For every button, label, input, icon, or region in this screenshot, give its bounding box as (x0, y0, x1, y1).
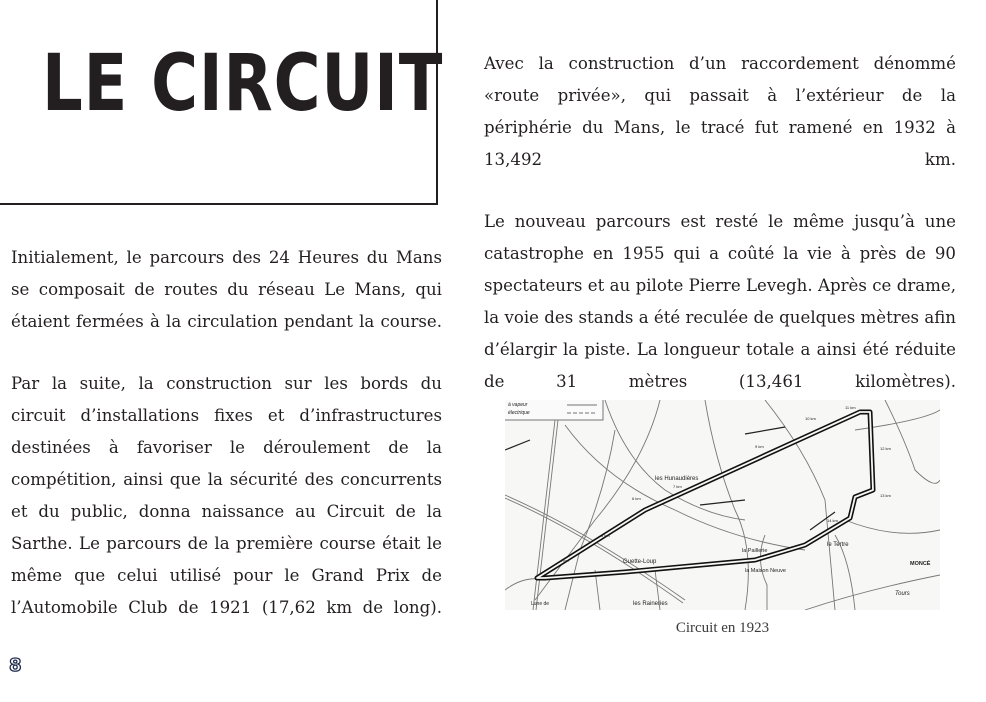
map-place-label: la Paillerie (742, 548, 768, 554)
map-element (845, 520, 940, 533)
figure-caption: Circuit en 1923 (675, 620, 770, 636)
km-marker: 14 km (827, 518, 838, 523)
map-legend-label: électrique (508, 410, 530, 416)
paragraph: Le nouveau parcours est resté le même jusqu’à une catastrophe en 1955 qui a coûté la vie à près de 90 spectateurs et au pilote Pierre Levegh. Après ce drame, la voie des stands a été reculée de quelques mètres afin d’élargir la piste. La longueur totale a ainsi été réduite de 31 mètres (13,461 kilomètres). (484, 212, 956, 391)
paragraph: Par la suite, la construction sur les bords du circuit d’installations fixes et d’infrastructures destinées à favoriser le déroulement de la compétition, ainsi que la sécurité des concurrents et du public, donna naissance au Circuit de la Sarthe. Le parcours de la première course était le même que celui utilisé pour le Grand Prix de l’Automobile Club de 1921 (17,62 km de long). (11, 374, 442, 617)
km-marker: 6 km (632, 496, 641, 501)
km-marker: 10 km (805, 416, 816, 421)
circuit-map (505, 400, 940, 610)
page-title: LE CIRCUIT (42, 39, 444, 129)
km-marker: 9 km (755, 444, 764, 449)
map-place-label: la Maison Neuve (745, 568, 786, 574)
map-place-label: Tours (895, 591, 910, 597)
page-number: 8 (9, 655, 22, 676)
km-marker: 12 km (880, 446, 891, 451)
map-legend-label: à vapeur (508, 402, 528, 408)
right-column (484, 48, 956, 428)
map-place-label: les Raineries (633, 601, 668, 607)
map-element (805, 575, 940, 610)
map-element (765, 400, 835, 610)
map-place-label: le Tertre (827, 542, 849, 548)
map-element (745, 427, 785, 434)
km-marker: 13 km (880, 493, 891, 498)
km-marker: 5 km (601, 533, 610, 538)
map-place-label: MONCÉ (910, 561, 931, 567)
map-element (565, 430, 615, 610)
map-place-label: Lune de (531, 601, 550, 607)
map-element (885, 400, 940, 483)
km-marker: 11 km (845, 405, 856, 410)
km-marker: 4 km (560, 558, 569, 563)
left-column (11, 242, 442, 654)
map-element (505, 440, 530, 450)
map-place-label: Guette-Loup (623, 559, 657, 565)
map-element (700, 500, 745, 505)
paragraph: Initialement, le parcours des 24 Heures du Mans se composait de routes du réseau Le Mans, qui étaient fermées à la circulation pendant la course. (11, 248, 442, 331)
circuit-map-figure (505, 400, 940, 610)
map-place-label: les Hunaudières (655, 476, 699, 482)
paragraph: Avec la construction d’un raccordement dénommé «route privée», qui passait à l’extérieur de la périphérie du Mans, le tracé fut ramené en 1932 à 13,492 km. (484, 54, 956, 169)
map-element (533, 420, 555, 610)
map-element (705, 400, 748, 610)
title-box (0, 0, 444, 205)
map-element (565, 425, 805, 550)
km-marker: 7 km (673, 484, 682, 489)
